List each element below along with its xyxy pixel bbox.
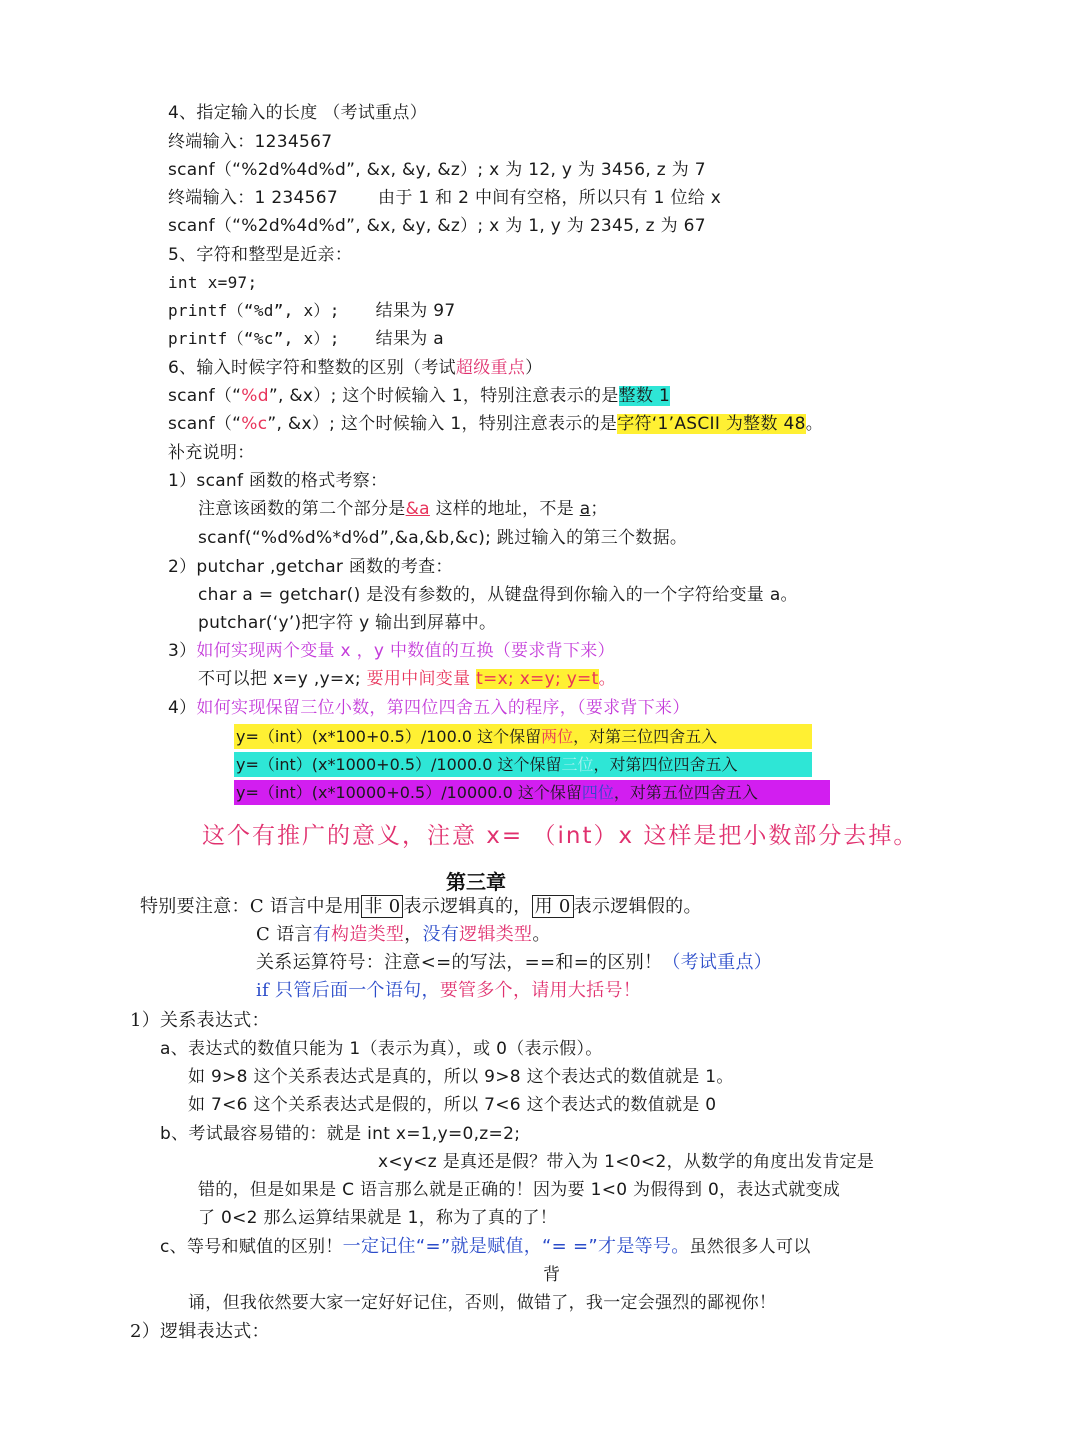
terminal-input-line-2 <box>168 186 721 210</box>
text: 表示逻辑假的。 <box>573 896 702 917</box>
address-operator: &a <box>405 499 430 519</box>
scanf-int-example <box>168 384 670 408</box>
explanation: ”, &x）; 这个时候输入 1，特别注意表示的是 <box>268 386 619 406</box>
item-title: 如何实现保留三位小数，第四位四舍五入的程序，（要求背下来） <box>196 698 690 718</box>
text: ，对第五位四舍五入 <box>613 783 758 802</box>
red-text: 要用中间变量 <box>366 669 477 689</box>
relational-title-text: 1）关系表达式： <box>130 1010 270 1031</box>
text: C 语言中是用 <box>249 896 362 917</box>
terminal-input-value: 1234567 <box>254 132 333 152</box>
printf-result: 结果为 97 <box>375 301 456 321</box>
int-declaration-code: int x=97; <box>168 273 258 292</box>
section6-title <box>168 356 542 380</box>
relational-title <box>130 1009 270 1033</box>
supplement-item-2-line-2 <box>198 611 496 635</box>
has-text: 有 <box>312 924 332 945</box>
text: 这个保留 <box>492 755 562 774</box>
text: 表示逻辑真的， <box>403 896 532 917</box>
boxed-zero: 用 0 <box>532 895 574 918</box>
text: ，对第四位四舍五入 <box>593 755 738 774</box>
assignment-vs-equal-note: 一定记住“=”就是赋值，“= =”才是等号。 <box>342 1236 690 1257</box>
supplement-title-text: 补充说明： <box>168 443 255 463</box>
period: 。 <box>805 414 823 434</box>
text: 虽然很多人可以 <box>689 1237 811 1257</box>
rounding-code: y=（int）(x*10000+0.5）/10000.0 <box>236 783 513 802</box>
terminal-input-label: 终端输入： <box>168 188 255 208</box>
relational-b-para-3 <box>198 1206 557 1230</box>
chapter-title: 第三章 <box>446 870 506 894</box>
chapter3-relop <box>256 951 772 975</box>
supplement-item-3-title <box>168 639 615 663</box>
explanation: ”, &x）; 这个时候输入 1，特别注意表示的是 <box>267 414 618 434</box>
struct-type: 构造类型 <box>331 924 405 945</box>
rounding-code: y=（int）(x*1000+0.5）/1000.0 <box>236 755 493 774</box>
scanf-result: x 为 1, y 为 2345, z 为 67 <box>489 216 706 236</box>
logical-title <box>130 1320 270 1344</box>
variable: a <box>579 499 591 519</box>
relational-b <box>160 1122 520 1146</box>
no-text: 没有 <box>422 924 460 945</box>
text: a、表达式的数值只能为 1（表示为真），或 0（表示假）。 <box>160 1039 603 1059</box>
text: 如 9>8 这个关系表达式是真的，所以 9>8 这个表达式的数值就是 1。 <box>188 1067 734 1087</box>
text: b、考试最容易错的：就是 int x=1,y=0,z=2; <box>160 1124 521 1144</box>
rounding-row-1 <box>234 724 812 749</box>
if-text: if 只管后面一个语句， <box>256 980 440 1001</box>
scanf-code: scanf（“%2d%4d%d”, &x, &y, &z）; <box>168 216 484 236</box>
rounding-row-2 <box>234 752 812 777</box>
supplement-item-1-title <box>168 469 387 493</box>
chapter3-types <box>256 923 551 947</box>
text: 如 7<6 这个关系表达式是假的，所以 7<6 这个表达式的数值就是 0 <box>188 1095 717 1115</box>
printf-code: printf（“%d”, x）; <box>168 301 340 320</box>
section5-title-text: 5、字符和整型是近亲： <box>168 245 353 265</box>
item-title: 如何实现两个变量 x ，y 中数值的互换（要求背下来） <box>196 641 615 661</box>
logical-title-text: 2）逻辑表达式： <box>130 1321 270 1342</box>
terminal-input-note: 由于 1 和 2 中间有空格，所以只有 1 位给 x <box>378 188 722 208</box>
text: ； <box>590 499 608 519</box>
section4-title-text: 4、指定输入的长度 （考试重点） <box>168 103 428 123</box>
supplement-title <box>168 441 255 465</box>
section5-title <box>168 243 352 267</box>
supplement-item-4-title <box>168 696 690 720</box>
supplement-item-1-line-1 <box>198 497 608 521</box>
relational-b-para-1 <box>378 1150 874 1174</box>
supplement-item-2-title <box>168 555 453 579</box>
text: x<y<z 是真还是假？带入为 1<0<2，从数学的角度出发肯定是 <box>378 1152 875 1172</box>
text: 这个保留 <box>472 727 542 746</box>
text: 背 <box>543 1265 561 1285</box>
braces-text: 要管多个，请用大括号！ <box>439 980 642 1001</box>
printf-example-1 <box>168 299 456 323</box>
terminal-input-value: 1 234567 <box>254 188 339 208</box>
terminal-input-line-1 <box>168 130 332 154</box>
relational-c-wrap <box>543 1263 560 1287</box>
item-number: 4） <box>168 698 197 718</box>
text: 。 <box>532 924 551 945</box>
logic-type: 逻辑类型 <box>459 924 533 945</box>
generalization-note: 这个有推广的意义，注意 x= （int）x 这样是把小数部分去掉。 <box>202 823 919 849</box>
format-specifier: %d <box>241 386 269 406</box>
code-prefix: scanf（“ <box>168 414 242 434</box>
printf-result: 结果为 a <box>375 329 444 349</box>
text: 诵，但我依然要大家一定好好记住，否则，做错了，我一定会强烈的鄙视你！ <box>188 1293 777 1313</box>
section6-title-highlight: 超级重点 <box>455 358 526 378</box>
relational-a <box>160 1037 603 1061</box>
supplement-item-2-line-1 <box>198 583 798 607</box>
relational-a-example-2 <box>188 1093 716 1117</box>
scanf-char-example <box>168 412 823 436</box>
item-title: 2）putchar ,getchar 函数的考查： <box>168 557 453 577</box>
text: 错的，但是如果是 C 语言那么就是正确的！因为要 1<0 为假得到 0，表达式就变成 <box>198 1180 841 1200</box>
text: char a = getchar() 是没有参数的，从键盘得到你输入的一个字符给变量 a。 <box>198 585 798 605</box>
int-declaration <box>168 271 257 295</box>
item-number: 3） <box>168 641 197 661</box>
rounding-row-3 <box>234 780 830 805</box>
digits-highlight: 四位 <box>581 783 614 802</box>
printf-code: printf（“%c”, x）; <box>168 329 340 348</box>
scanf-code: scanf（“%2d%4d%d”, &x, &y, &z）; <box>168 160 484 180</box>
scanf-example-1 <box>168 158 706 182</box>
relational-a-example-1 <box>188 1065 734 1089</box>
text: ，对第三位四舍五入 <box>573 727 718 746</box>
relational-b-para-2 <box>198 1178 840 1202</box>
text: ， <box>404 924 423 945</box>
exam-key-note: （考试重点） <box>662 952 773 973</box>
section6-title-suffix: ） <box>525 358 543 378</box>
digits-highlight: 三位 <box>561 755 594 774</box>
swap-code: t=x; x=y; y=t <box>476 669 599 689</box>
chapter3-attention <box>140 895 702 919</box>
terminal-input-label: 终端输入： <box>168 132 255 152</box>
text: 不可以把 x=y ,y=x; <box>198 669 367 689</box>
text: 关系运算符号：注意<=的写法，==和=的区别！ <box>256 952 663 973</box>
text: scanf(“%d%d%*d%d”,&a,&b,&c); 跳过输入的第三个数据。 <box>198 528 688 548</box>
attention-label: 特别要注意： <box>140 896 250 917</box>
text: c、等号和赋值的区别！ <box>160 1237 343 1257</box>
format-specifier: %c <box>241 414 268 434</box>
printf-example-2 <box>168 327 444 351</box>
scanf-example-2 <box>168 214 706 238</box>
section6-title-prefix: 6、输入时候字符和整数的区别（考试 <box>168 358 456 378</box>
section4-title <box>168 101 427 125</box>
relational-c-line-2 <box>188 1291 776 1315</box>
highlight-char: 字符‘1’ASCII 为整数 48 <box>617 414 806 434</box>
text: 这样的地址，不是 <box>429 499 580 519</box>
text: 这个保留 <box>512 783 582 802</box>
supplement-item-3-line-1 <box>198 667 616 691</box>
chapter3-if-note <box>256 979 641 1003</box>
digits-highlight: 两位 <box>541 727 574 746</box>
boxed-nonzero: 非 0 <box>361 895 403 918</box>
period: 。 <box>598 669 616 689</box>
code-prefix: scanf（“ <box>168 386 242 406</box>
supplement-item-1-line-2 <box>198 526 687 550</box>
scanf-result: x 为 12, y 为 3456, z 为 7 <box>489 160 706 180</box>
rounding-code: y=（int）(x*100+0.5）/100.0 <box>236 727 473 746</box>
text: 了 0<2 那么运算结果就是 1，称为了真的了！ <box>198 1208 558 1228</box>
item-title: 1）scanf 函数的格式考察： <box>168 471 388 491</box>
highlight-integer: 整数 1 <box>618 386 671 406</box>
text: C 语言 <box>256 924 313 945</box>
relational-c <box>160 1235 811 1259</box>
text: 注意该函数的第二个部分是 <box>198 499 406 519</box>
text: putchar(‘y’)把字符 y 输出到屏幕中。 <box>198 613 497 633</box>
